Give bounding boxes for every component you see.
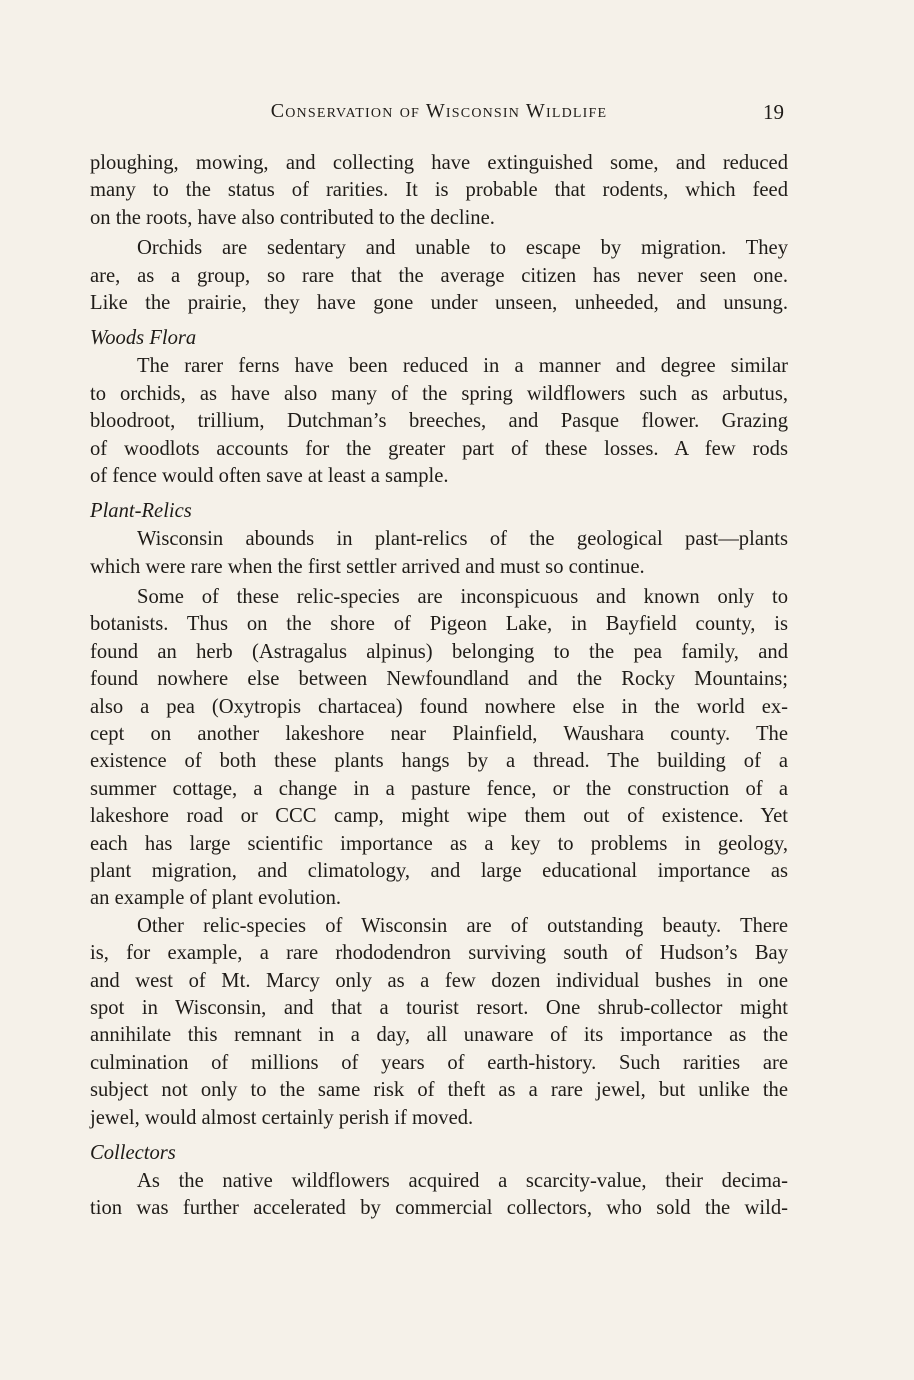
text-line: and west of Mt. Marcy only as a few dozen individual bushes in one — [90, 969, 788, 992]
text-line: cept on another lakeshore near Plainfield, Waushara county. The — [90, 723, 788, 746]
text-line: culmination of millions of years of earth-history. Such rarities are — [90, 1051, 788, 1074]
paragraph — [90, 526, 788, 581]
text-line: existence of both these plants hangs by a thread. The building of a — [90, 750, 788, 773]
text-line: tion was further accelerated by commercial collectors, who sold the wild- — [90, 1197, 788, 1220]
paragraph — [90, 150, 788, 232]
running-title: Conservation of Wisconsin Wildlife — [270, 100, 608, 122]
text-line: annihilate this remnant in a day, all unaware of its importance as the — [90, 1024, 788, 1047]
text-line: As the native wildflowers acquired a scarcity-value, their decima- — [137, 1169, 788, 1192]
text-line: is, for example, a rare rhododendron surviving south of Hudson’s Bay — [90, 942, 788, 965]
text-line: summer cottage, a change in a pasture fence, or the construction of a — [90, 777, 788, 800]
text-line: each has large scientific importance as a key to problems in geology, — [90, 832, 788, 855]
section-heading-collectors: Collectors — [90, 1141, 176, 1164]
page-number: 19 — [763, 100, 784, 124]
text-line: lakeshore road or CCC camp, might wipe them out of existence. Yet — [90, 805, 788, 828]
text-line: bloodroot, trillium, Dutchman’s breeches, and Pasque flower. Grazing — [90, 410, 788, 433]
paragraph — [90, 1168, 788, 1223]
paragraph — [90, 235, 788, 317]
text-line: subject not only to the same risk of theft as a rare jewel, but unlike the — [90, 1079, 788, 1102]
text-line: many to the status of rarities. It is probable that rodents, which feed — [90, 179, 788, 202]
page-header — [90, 100, 788, 130]
text-line: botanists. Thus on the shore of Pigeon Lake, in Bayfield county, is — [90, 613, 788, 636]
text-line: of fence would often save at least a sample. — [90, 464, 449, 487]
text-line: also a pea (Oxytropis chartacea) found nowhere else in the world ex- — [90, 695, 788, 718]
section-heading-plant-relics: Plant-Relics — [90, 500, 192, 523]
text-line: spot in Wisconsin, and that a tourist resort. One shrub-collector might — [90, 996, 788, 1019]
text-line: Orchids are sedentary and unable to escape by migration. They — [137, 237, 788, 260]
paragraph — [90, 913, 788, 1132]
text-line: jewel, would almost certainly perish if moved. — [90, 1106, 474, 1129]
text-line: to orchids, as have also many of the spring wildflowers such as arbutus, — [90, 382, 788, 405]
text-line: are, as a group, so rare that the average citizen has never seen one. — [90, 264, 788, 287]
text-line: plant migration, and climatology, and large educational importance as — [90, 859, 788, 882]
text-line: Other relic-species of Wisconsin are of outstanding beauty. There — [137, 914, 788, 937]
body-text — [90, 150, 788, 1223]
text-line: ploughing, mowing, and collecting have extinguished some, and reduced — [90, 152, 788, 174]
section-heading-woods-flora: Woods Flora — [90, 327, 197, 350]
text-line: Wisconsin abounds in plant-relics of the geological past—plants — [137, 528, 788, 551]
text-line: Like the prairie, they have gone under unseen, unheeded, and unsung. — [90, 291, 788, 314]
paragraph — [90, 584, 788, 913]
text-line: of woodlots accounts for the greater part of these losses. A few rods — [90, 437, 788, 460]
text-line: found an herb (Astragalus alpinus) belonging to the pea family, and — [90, 640, 788, 663]
text-line: The rarer ferns have been reduced in a manner and degree similar — [137, 355, 788, 378]
text-line: an example of plant evolution. — [90, 887, 342, 910]
text-line: on the roots, have also contributed to the decline. — [90, 206, 495, 229]
text-line: found nowhere else between Newfoundland and the Rocky Mountains; — [90, 668, 788, 691]
text-line: which were rare when the first settler arrived and must so continue. — [90, 555, 645, 578]
paragraph — [90, 353, 788, 490]
text-line: Some of these relic-species are inconspicuous and known only to — [137, 586, 788, 609]
